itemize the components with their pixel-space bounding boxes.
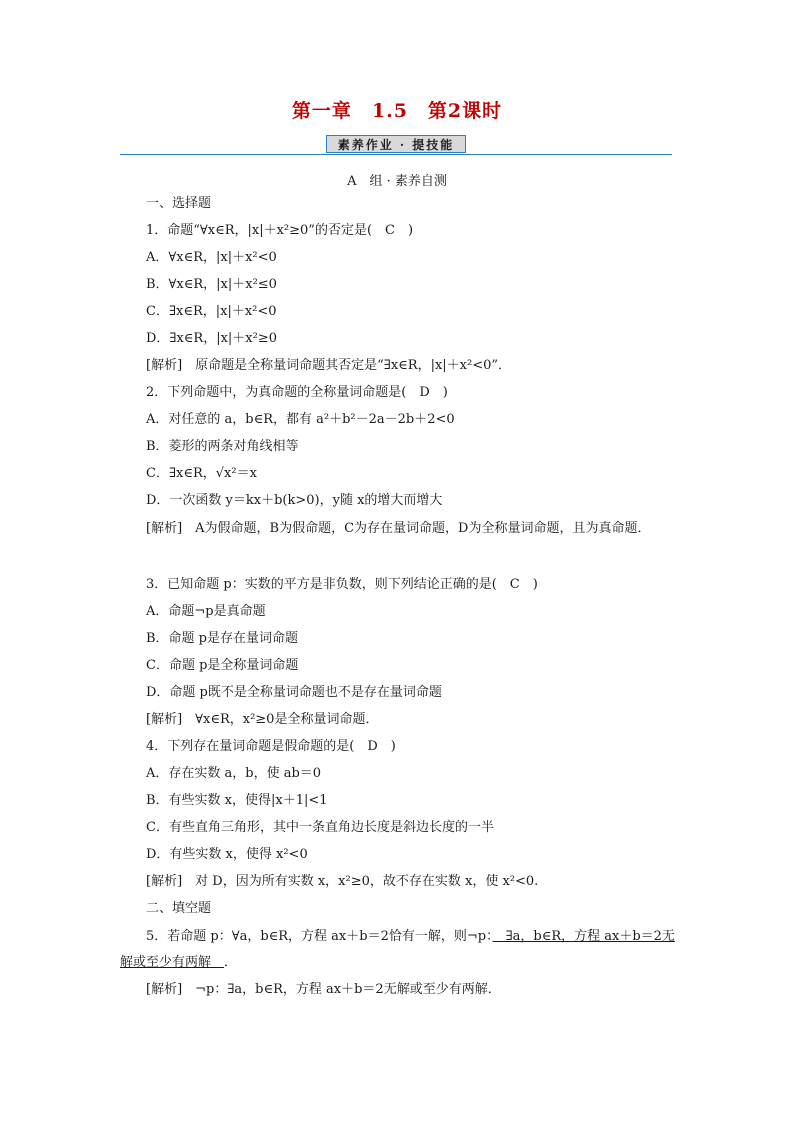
section-heading-fill: 二、填空题: [146, 901, 212, 916]
question-4: 4．下列存在量词命题是假命题的是( D ): [146, 739, 396, 754]
q2-option-a: A．对任意的 a，b∈R，都有 a²＋b²－2a－2b＋2<0: [146, 412, 455, 427]
q3-option-a: A．命题¬p是真命题: [146, 604, 266, 619]
q3-option-b: B．命题 p是存在量词命题: [146, 631, 299, 646]
q4-option-d: D．有些实数 x，使得 x²<0: [146, 847, 308, 862]
q3-option-c: C．命题 p是全称量词命题: [146, 658, 299, 673]
q2-solution: [解析] A为假命题，B为假命题，C为存在量词命题，D为全称量词命题，且为真命题．: [146, 521, 651, 536]
question-1: 1．命题“∀x∈R，|x|＋x²≥0”的否定是( C ): [146, 223, 414, 238]
q2-option-d: D．一次函数 y＝kx＋b(k>0)，y随 x的增大而增大: [146, 493, 443, 508]
q3-option-d: D．命题 p既不是全称量词命题也不是存在量词命题: [146, 685, 442, 700]
question-3: 3．已知命题 p：实数的平方是非负数，则下列结论正确的是( C ): [146, 577, 538, 592]
question-5: [120, 924, 675, 976]
q4-option-a: A．存在实数 a，b，使 ab＝0: [146, 766, 322, 781]
q4-solution: [解析] 对 D，因为所有实数 x，x²≥0，故不存在实数 x，使 x²<0.: [146, 874, 539, 889]
group-title: A 组 · 素养自测: [347, 174, 447, 189]
section-heading-choice: 一、选择题: [146, 196, 212, 211]
page-title: 第一章 1.5 第2课时: [291, 100, 503, 122]
question-2: 2．下列命题中，为真命题的全称量词命题是( D ): [146, 385, 448, 400]
q1-option-d: D．∃x∈R，|x|＋x²≥0: [146, 331, 278, 346]
q3-solution: [解析] ∀x∈R，x²≥0是全称量词命题．: [146, 712, 379, 727]
q1-option-a: A．∀x∈R，|x|＋x²<0: [146, 250, 277, 265]
q1-option-c: C．∃x∈R，|x|＋x²<0: [146, 304, 277, 319]
q5-answer-blank: ∃a，b∈R，方程 ax＋b＝2无解或至少有两解: [120, 929, 675, 970]
q5-stem: 5．若命题 p：∀a，b∈R，方程 ax＋b＝2恰有一解，则¬p：: [146, 929, 493, 944]
q1-solution: [解析] 原命题是全称量词命题其否定是“∃x∈R，|x|＋x²<0”．: [146, 358, 512, 373]
q2-option-c: C．∃x∈R，√x²＝x: [146, 466, 257, 481]
q5-end: ．: [224, 955, 238, 970]
banner-divider: [120, 154, 672, 155]
q2-option-b: B．菱形的两条对角线相等: [146, 439, 299, 454]
q5-solution: [解析] ¬p：∃a，b∈R，方程 ax＋b＝2无解或至少有两解．: [146, 982, 501, 997]
banner-label: 素养作业 · 提技能: [326, 135, 466, 153]
q4-option-c: C．有些直角三角形，其中一条直角边长度是斜边长度的一半: [146, 820, 494, 835]
q1-option-b: B．∀x∈R，|x|＋x²≤0: [146, 277, 277, 292]
section-banner: [120, 133, 672, 157]
q4-option-b: B．有些实数 x，使得|x＋1|<1: [146, 793, 328, 808]
